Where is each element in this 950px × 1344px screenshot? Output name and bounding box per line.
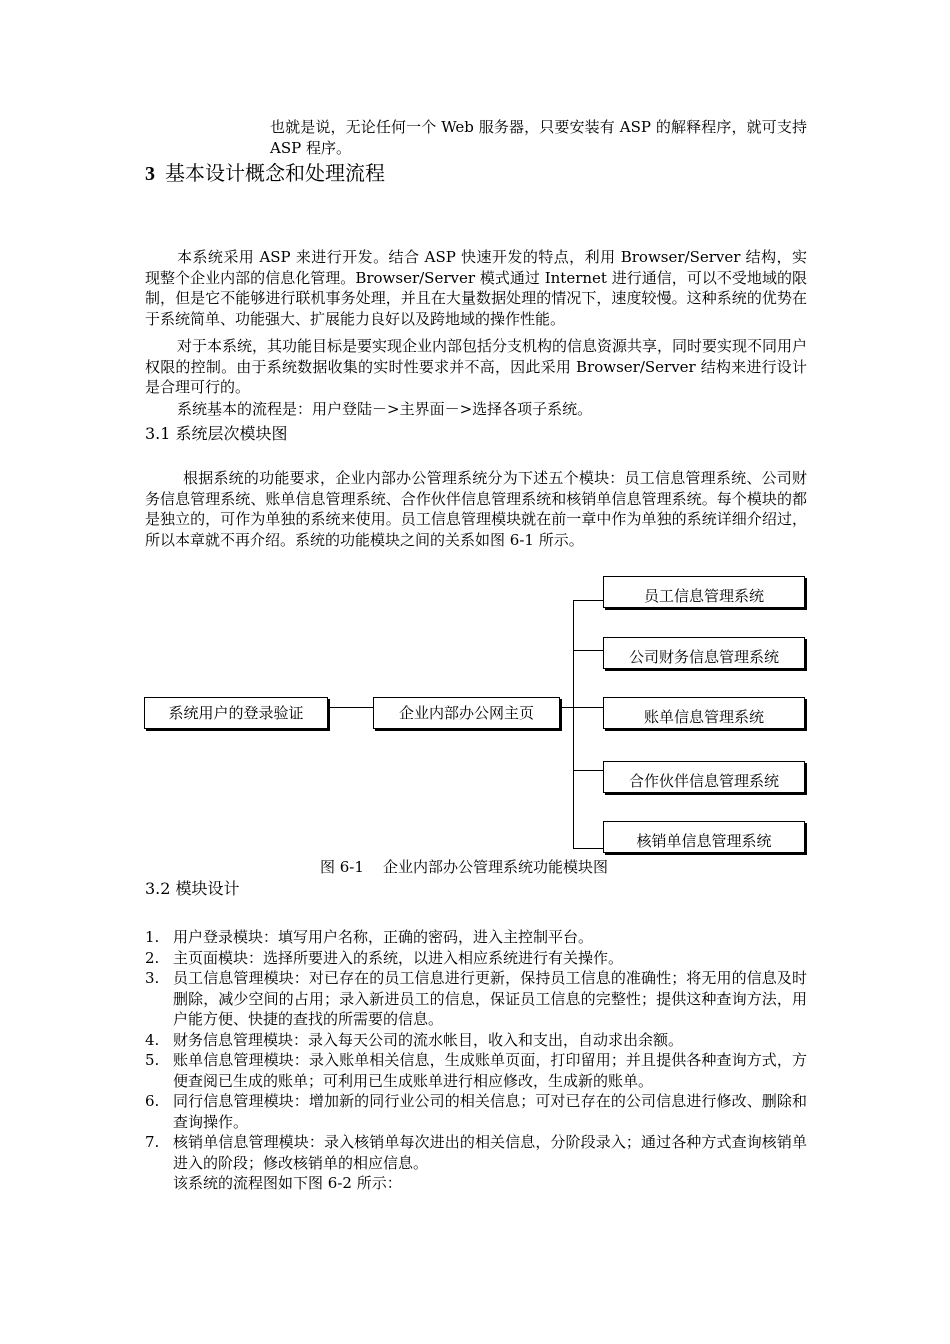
branch-4 <box>573 770 603 771</box>
section-3-title: 基本设计概念和处理流程 <box>165 161 385 185</box>
list-item-number: 2. <box>145 948 160 967</box>
module-box-billing: 账单信息管理系统 <box>603 697 805 729</box>
section-3-number: 3 <box>145 163 155 185</box>
list-item-text: 用户登录模块：填写用户名称，正确的密码，进入主控制平台。 <box>173 928 594 946</box>
module-box-employee: 员工信息管理系统 <box>603 576 805 608</box>
section-3-paragraph-1: 本系统采用 ASP 来进行开发。结合 ASP 快速开发的特点，利用 Browser/Server 结构，实现整个企业内部的信息化管理。Browser/Server 模式通过 Internet 进行通信，可以不受地域的限制，但是它不能够进行联机事务处理，并且在大量数据处理的情况下，速度较慢。这种系统的优势在于系统简单、功能强大、扩展能力良好以及跨地域的操作性能。 <box>145 248 807 328</box>
connector-login-home <box>330 707 373 708</box>
list-item-number: 7. <box>145 1133 160 1151</box>
list-item <box>145 1050 807 1091</box>
home-box: 企业内部办公网主页 <box>373 697 560 729</box>
list-item-text: 员工信息管理模块：对已存在的员工信息进行更新，保持员工信息的准确性；将无用的信息及时删除，减少空间的占用；录入新进员工的信息，保证员工信息的完整性；提供这种查询方法，用户能方便、快捷的查找的所需要的信息。 <box>173 969 807 1028</box>
module-box-partner: 合作伙伴信息管理系统 <box>603 761 805 793</box>
list-item-text: 财务信息管理模块：录入每天公司的流水帐目，收入和支出，自动求出余额。 <box>173 1030 684 1049</box>
trunk-line <box>573 600 574 849</box>
module-box-verification: 核销单信息管理系统 <box>603 821 805 853</box>
list-item-text: 主页面模块：选择所要进入的系统，以进入相应系统进行有关操作。 <box>173 948 624 967</box>
continuation-paragraph: 也就是说，无论任何一个 Web 服务器，只要安装有 ASP 的解释程序，就可支持 ASP 程序。 <box>270 118 807 157</box>
list-item-text: 账单信息管理模块：录入账单相关信息，生成账单页面，打印留用；并且提供各种查询方式，方便查阅已生成的账单；可利用已生成账单进行相应修改，生成新的账单。 <box>173 1051 807 1090</box>
login-box: 系统用户的登录验证 <box>144 697 328 729</box>
section-3-paragraph-2: 对于本系统，其功能目标是要实现企业内部包括分支机构的信息资源共享，同时要实现不同用户权限的控制。由于系统数据收集的实时性要求并不高，因此采用 Browser/Server 结构来进行设计是合理可行的。 <box>145 337 808 396</box>
module-box-finance: 公司财务信息管理系统 <box>603 637 805 669</box>
closing-sentence: 该系统的流程图如下图 6-2 所示： <box>173 1174 402 1192</box>
section-3-1-heading: 3.1 系统层次模块图 <box>145 424 288 443</box>
branch-2 <box>573 650 603 651</box>
branch-3 <box>573 707 603 708</box>
list-item-number: 4. <box>145 1030 160 1049</box>
module-list <box>145 927 807 1194</box>
list-item-number: 6. <box>145 1092 160 1110</box>
section-3-1-paragraph: 根据系统的功能要求，企业内部办公管理系统分为下述五个模块：员工信息管理系统、公司财务信息管理系统、账单信息管理系统、合作伙伴信息管理系统和核销单信息管理系统。每个模块的都是独立的，可作为单独的系统来使用。员工信息管理模块就在前一章中作为单独的系统详细介绍过，所以本章就不再介绍。系统的功能模块之间的关系如图 6-1 所示。 <box>145 469 807 549</box>
list-item <box>145 968 807 1030</box>
section-3-heading <box>145 157 385 186</box>
list-item <box>145 1091 807 1132</box>
list-item <box>145 948 807 969</box>
list-item-number: 5. <box>145 1051 160 1069</box>
list-item <box>145 1132 807 1173</box>
list-item <box>145 927 807 948</box>
section-3-paragraph-3: 系统基本的流程是：用户登陆－>主界面－>选择各项子系统。 <box>177 400 593 418</box>
list-item-number: 1. <box>145 928 160 946</box>
diagram-caption: 图 6-1 企业内部办公管理系统功能模块图 <box>320 858 608 876</box>
list-item <box>145 1030 807 1051</box>
section-3-2-heading: 3.2 模块设计 <box>145 879 240 898</box>
branch-5 <box>573 848 603 849</box>
branch-1 <box>573 600 603 601</box>
list-item-number: 3. <box>145 969 160 987</box>
list-item-text: 同行信息管理模块：增加新的同行业公司的相关信息；可对已存在的公司信息进行修改、删除和查询操作。 <box>173 1092 807 1131</box>
list-item-text: 核销单信息管理模块：录入核销单每次进出的相关信息，分阶段录入；通过各种方式查询核销单进入的阶段；修改核销单的相应信息。 <box>173 1133 807 1172</box>
